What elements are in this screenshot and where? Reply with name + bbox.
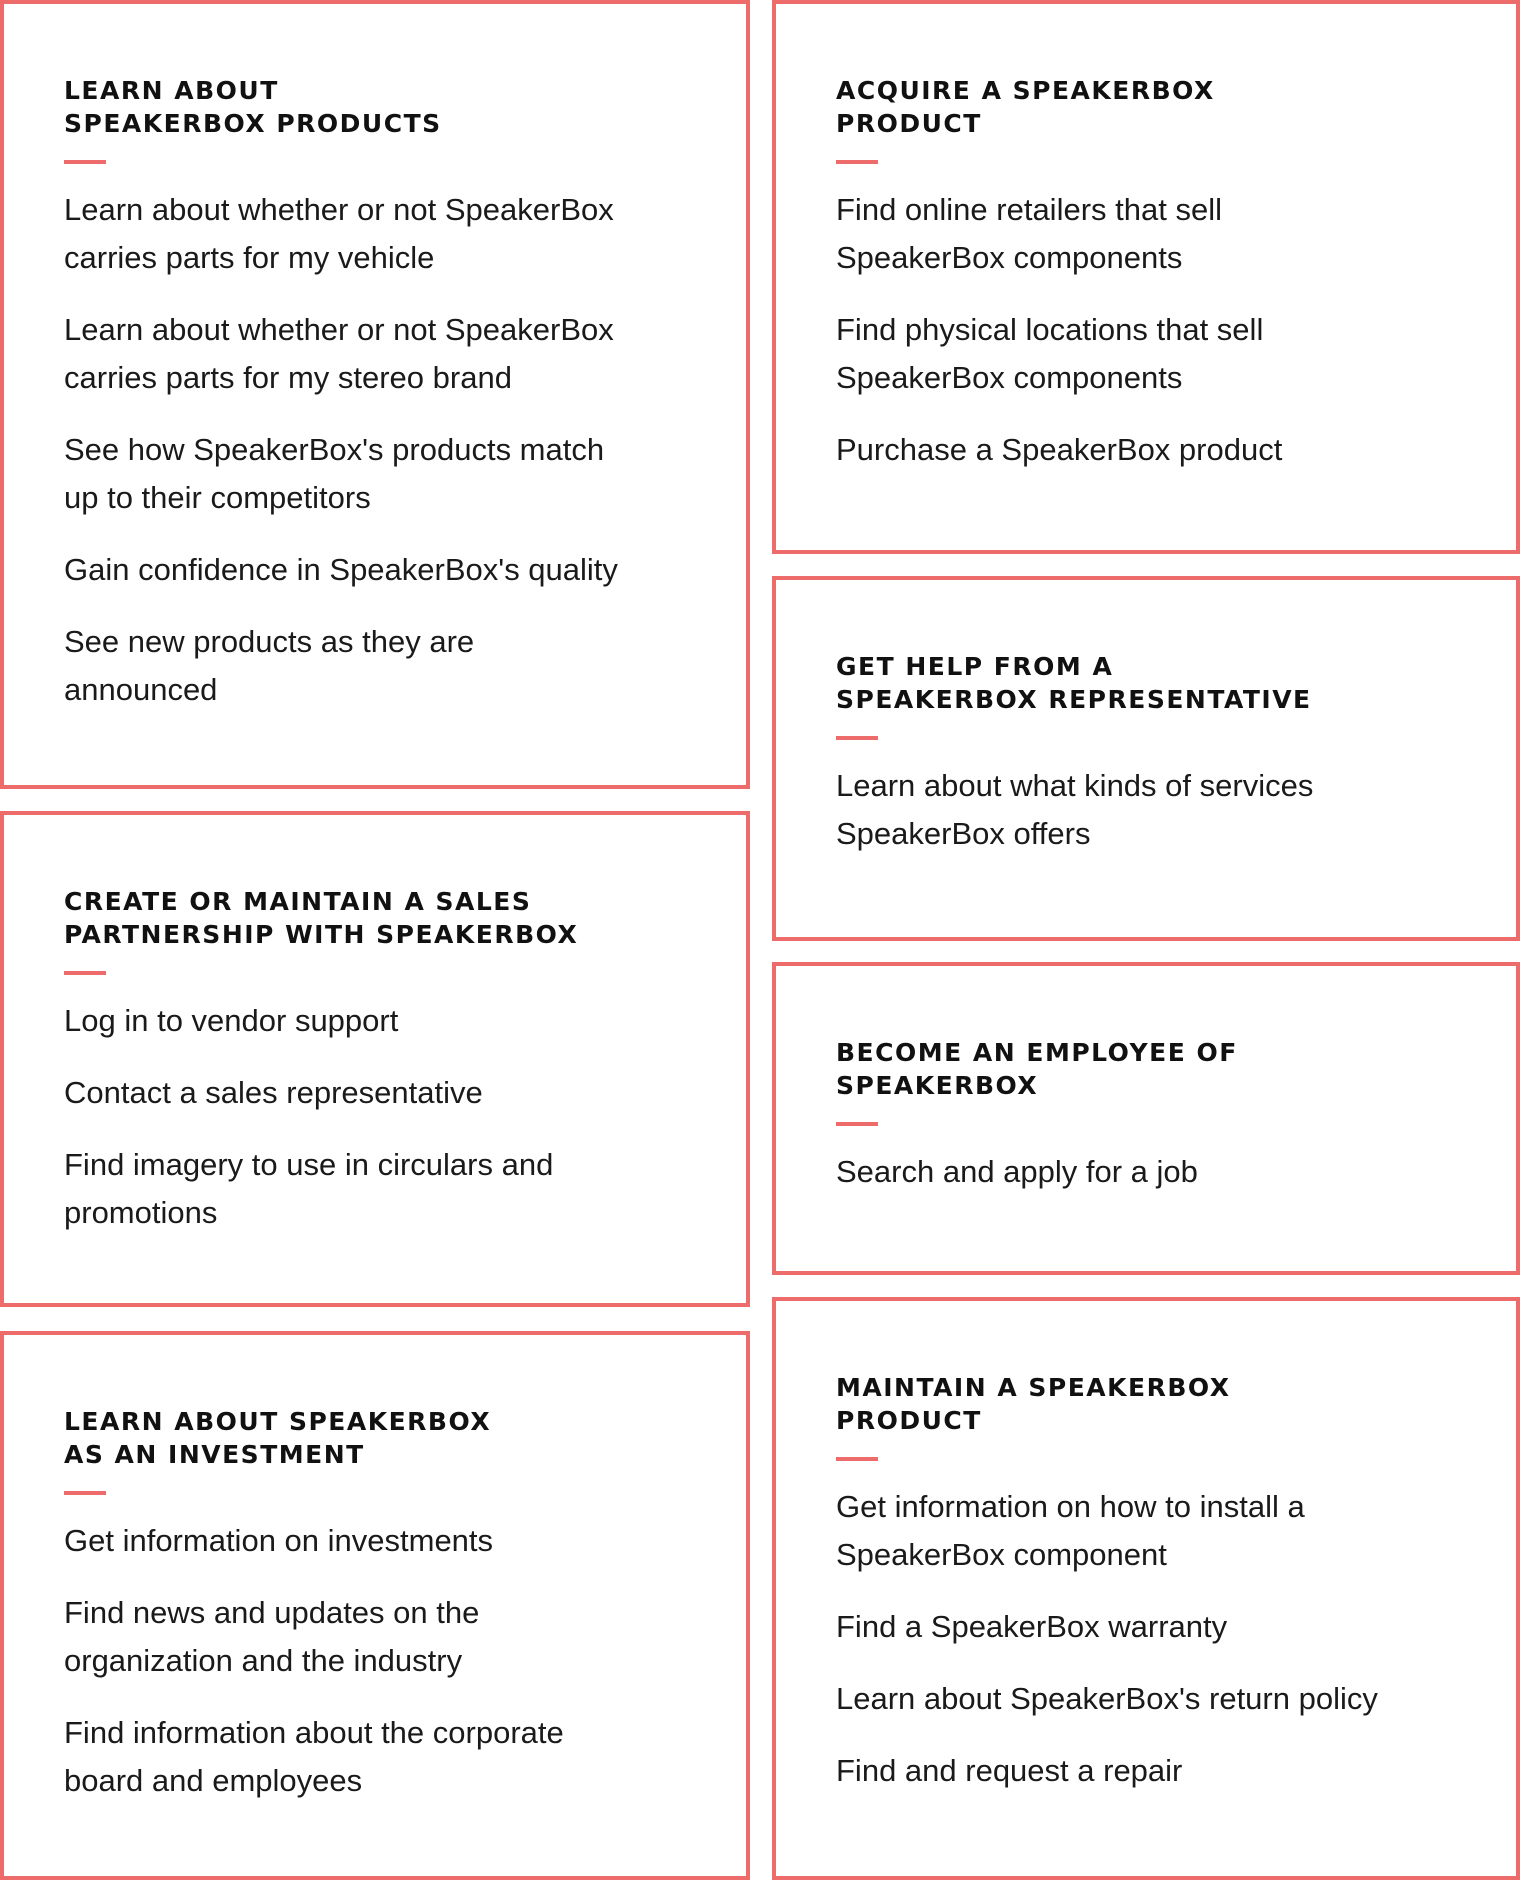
card-maintain-product bbox=[772, 1297, 1520, 1880]
title-underline bbox=[836, 1457, 878, 1461]
list-item[interactable]: Purchase a SpeakerBox product bbox=[836, 432, 1283, 467]
list-item[interactable]: Learn about what kinds of services SpeakerBox offers bbox=[836, 768, 1314, 851]
card-title: MAINTAIN A SPEAKERBOX PRODUCT bbox=[836, 1373, 1231, 1435]
title-underline bbox=[64, 1491, 106, 1495]
card-title: LEARN ABOUT SPEAKERBOX PRODUCTS bbox=[64, 76, 442, 138]
list-item[interactable]: Gain confidence in SpeakerBox's quality bbox=[64, 552, 618, 587]
card-title: GET HELP FROM A SPEAKERBOX REPRESENTATIVE bbox=[836, 652, 1312, 714]
list-item[interactable]: Get information on how to install a SpeakerBox component bbox=[836, 1489, 1305, 1572]
title-underline bbox=[836, 160, 878, 164]
list-item[interactable]: Learn about SpeakerBox's return policy bbox=[836, 1681, 1378, 1716]
card-investment bbox=[0, 1331, 750, 1880]
list-item[interactable]: Find information about the corporate board and employees bbox=[64, 1715, 564, 1798]
card-title: BECOME AN EMPLOYEE OF SPEAKERBOX bbox=[836, 1038, 1238, 1100]
list-item[interactable]: Find and request a repair bbox=[836, 1753, 1183, 1788]
list-item[interactable]: Find a SpeakerBox warranty bbox=[836, 1609, 1228, 1644]
card-list bbox=[836, 1148, 1396, 1196]
list-item[interactable]: Contact a sales representative bbox=[64, 1075, 483, 1110]
list-item[interactable]: Learn about whether or not SpeakerBox carries parts for my stereo brand bbox=[64, 312, 614, 395]
card-learn-products bbox=[0, 0, 750, 789]
title-underline bbox=[836, 1122, 878, 1126]
list-item[interactable]: Get information on investments bbox=[64, 1523, 494, 1558]
card-list bbox=[836, 762, 1336, 858]
list-item[interactable]: Find physical locations that sell SpeakerBox components bbox=[836, 312, 1264, 395]
card-get-help bbox=[772, 576, 1520, 941]
list-item[interactable]: See how SpeakerBox's products match up to their competitors bbox=[64, 432, 605, 515]
list-item[interactable]: Find imagery to use in circulars and promotions bbox=[64, 1147, 554, 1230]
card-title: LEARN ABOUT SPEAKERBOX AS AN INVESTMENT bbox=[64, 1407, 492, 1469]
card-list bbox=[64, 1517, 604, 1805]
list-item[interactable]: Find news and updates on the organization and the industry bbox=[64, 1595, 480, 1678]
title-underline bbox=[64, 971, 106, 975]
title-underline bbox=[64, 160, 106, 164]
card-list bbox=[836, 1483, 1436, 1795]
title-underline bbox=[836, 736, 878, 740]
list-item[interactable]: Find online retailers that sell SpeakerBox components bbox=[836, 192, 1222, 275]
list-item[interactable]: Learn about whether or not SpeakerBox carries parts for my vehicle bbox=[64, 192, 614, 275]
card-list bbox=[64, 997, 594, 1237]
card-become-employee bbox=[772, 962, 1520, 1275]
card-list bbox=[836, 186, 1296, 474]
card-list bbox=[64, 186, 624, 714]
card-sales-partnership bbox=[0, 811, 750, 1307]
list-item[interactable]: See new products as they are announced bbox=[64, 624, 475, 707]
list-item[interactable]: Search and apply for a job bbox=[836, 1154, 1198, 1189]
card-title: ACQUIRE A SPEAKERBOX PRODUCT bbox=[836, 76, 1215, 138]
list-item[interactable]: Log in to vendor support bbox=[64, 1003, 399, 1038]
card-acquire-product bbox=[772, 0, 1520, 554]
card-title: CREATE OR MAINTAIN A SALES PARTNERSHIP WITH SPEAKERBOX bbox=[64, 887, 579, 949]
